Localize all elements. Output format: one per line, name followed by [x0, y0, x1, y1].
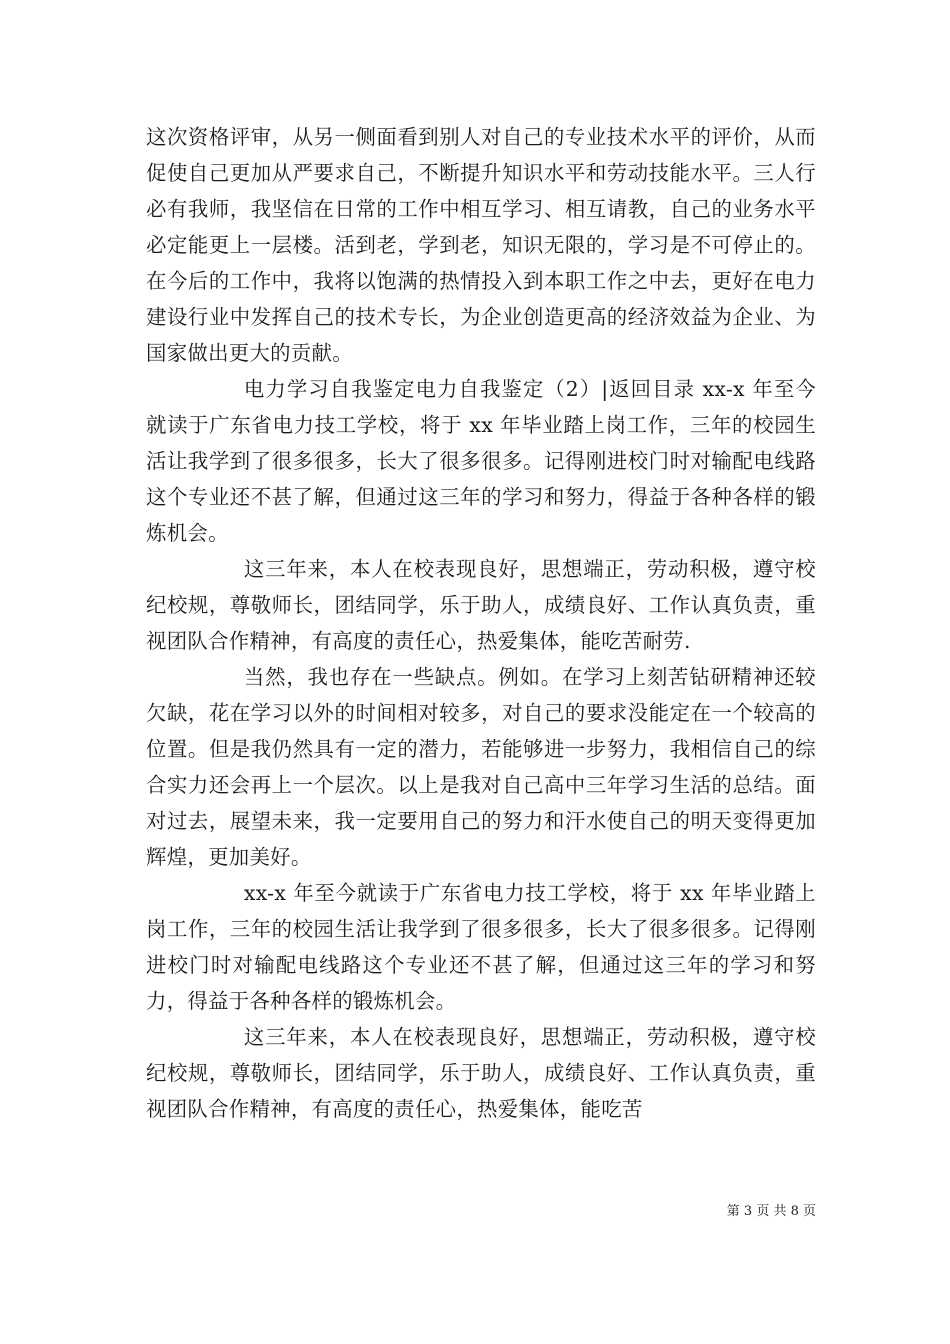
paragraph: 当然，我也存在一些缺点。例如。在学习上刻苦钻研精神还较欠缺，花在学习以外的时间相对较多，对自己的要求没能定在一个较高的位置。但是我仍然具有一定的潜力，若能够进一步努力，我相信自己的综合实力还会再上一个层次。以上是我对自己高中三年学习生活的总结。面对过去，展望未来，我一定要用自己的努力和汗水使自己的明天变得更加辉煌，更加美好。 — [146, 665, 816, 869]
paragraph: 这三年来，本人在校表现良好，思想端正，劳动积极，遵守校纪校规，尊敬师长，团结同学，乐于助人，成绩良好、工作认真负责，重视团队合作精神，有高度的责任心，热爱集体，能吃苦 — [146, 1025, 816, 1121]
paragraph: 这三年来，本人在校表现良好，思想端正，劳动积极，遵守校纪校规，尊敬师长，团结同学，乐于助人，成绩良好、工作认真负责，重视团队合作精神，有高度的责任心，热爱集体，能吃苦耐劳. — [146, 557, 816, 653]
document-body — [146, 119, 816, 1127]
page-number: 第 3 页 共 8 页 — [726, 1204, 816, 1219]
paragraph-continued: 这次资格评审，从另一侧面看到别人对自己的专业技术水平的评价，从而促使自己更加从严要求自己，不断提升知识水平和劳动技能水平。三人行必有我师，我坚信在日常的工作中相互学习、相互请教，自己的业务水平必定能更上一层楼。活到老，学到老，知识无限的，学习是不可停止的。在今后的工作中，我将以饱满的热情投入到本职工作之中去，更好在电力建设行业中发挥自己的技术专长，为企业创造更高的经济效益为企业、为国家做出更大的贡献。 — [146, 125, 816, 365]
paragraph: xx-x 年至今就读于广东省电力技工学校，将于 xx 年毕业踏上岗工作，三年的校园生活让我学到了很多很多，长大了很多很多。记得刚进校门时对输配电线路这个专业还不甚了解，但通过这三年的学习和努力，得益于各种各样的锻炼机会。 — [146, 881, 816, 1013]
paragraph-section-heading: 电力学习自我鉴定电力自我鉴定（2）|返回目录 xx-x 年至今就读于广东省电力技工学校，将于 xx 年毕业踏上岗工作，三年的校园生活让我学到了很多很多，长大了很多很多。记得刚进校门时对输配电线路这个专业还不甚了解，但通过这三年的学习和努力，得益于各种各样的锻炼机会。 — [146, 377, 816, 545]
